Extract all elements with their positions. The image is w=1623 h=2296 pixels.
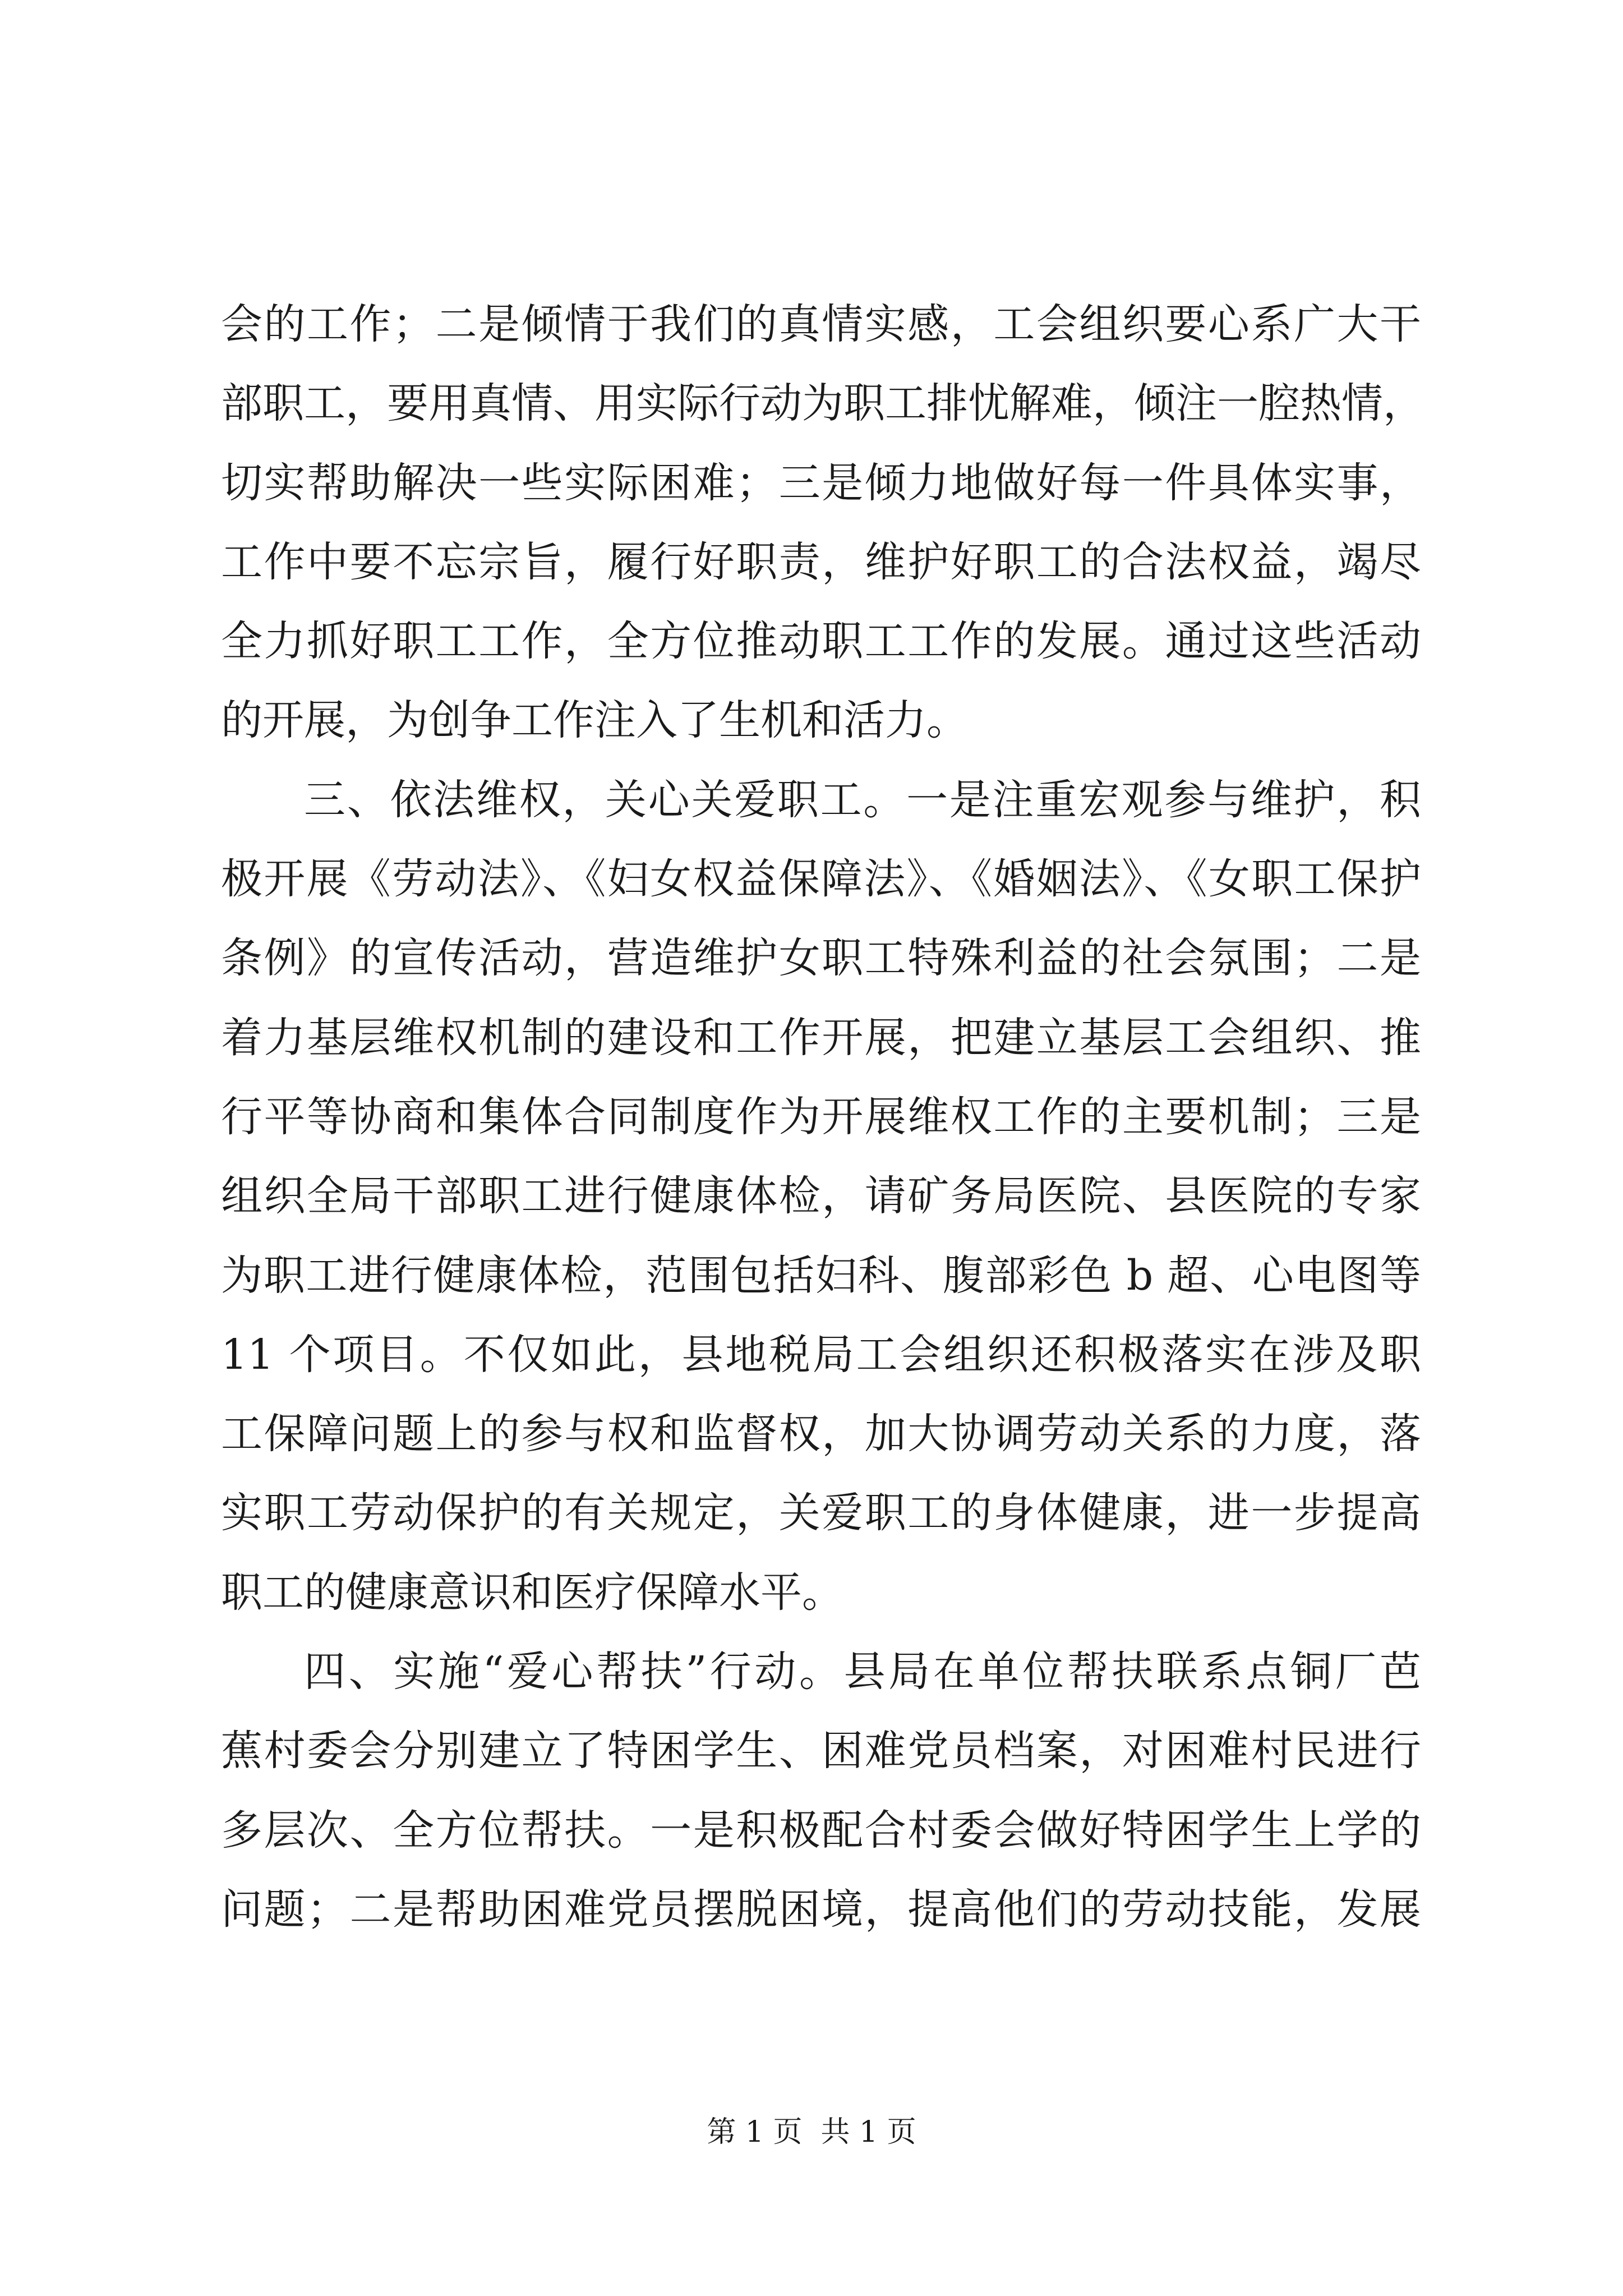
text-line-11: 行平等协商和集体合同制度作为开展维权工作的主要机制；三是 (221, 1092, 1421, 1141)
text-line-4: 工作中要不忘宗旨，履行好职责，维护好职工的合法权益，竭尽 (221, 537, 1421, 586)
text-line-1: 会的工作；二是倾情于我们的真情实感，工会组织要心系广大干 (221, 300, 1421, 348)
text-line-13: 为职工进行健康体检，范围包括妇科、腹部彩色 b 超、心电图等 (221, 1251, 1421, 1300)
text-line-18: 四、实施“爱心帮扶”行动。县局在单位帮扶联系点铜厂芭 (304, 1648, 1421, 1696)
text-line-7: 三、依法维权，关心关爱职工。一是注重宏观参与维护，积 (304, 775, 1421, 824)
text-line-17: 职工的健康意识和医疗保障水平。 (221, 1568, 843, 1617)
text-line-6: 的开展，为创争工作注入了生机和活力。 (221, 696, 968, 745)
text-line-21: 问题；二是帮助困难党员摆脱困境，提高他们的劳动技能，发展 (221, 1885, 1421, 1934)
text-line-3: 切实帮助解决一些实际困难；三是倾力地做好每一件具体实事， (221, 458, 1421, 507)
text-line-14: 11 个项目。不仅如此，县地税局工会组织还积极落实在涉及职 (221, 1330, 1421, 1379)
text-line-5: 全力抓好职工工作，全方位推动职工工作的发展。通过这些活动 (221, 617, 1421, 666)
text-line-12: 组织全局干部职工进行健康体检，请矿务局医院、县医院的专家 (221, 1172, 1421, 1221)
text-line-15: 工保障问题上的参与权和监督权，加大协调劳动关系的力度，落 (221, 1410, 1421, 1458)
text-line-19: 蕉村委会分别建立了特困学生、困难党员档案，对困难村民进行 (221, 1727, 1421, 1775)
text-line-16: 实职工劳动保护的有关规定，关爱职工的身体健康，进一步提高 (221, 1489, 1421, 1538)
text-line-8: 极开展《劳动法》、《妇女权益保障法》、《婚姻法》、《女职工保护 (221, 855, 1421, 904)
document-body (221, 285, 1424, 1949)
text-line-10: 着力基层维权机制的建设和工作开展，把建立基层工会组织、推 (221, 1013, 1421, 1062)
page-footer: 第 1 页 共 1 页 (707, 2115, 916, 2149)
text-line-9: 条例》的宣传活动，营造维护女职工特殊利益的社会氛围；二是 (221, 934, 1421, 983)
text-line-20: 多层次、全方位帮扶。一是积极配合村委会做好特困学生上学的 (221, 1806, 1421, 1855)
text-line-2: 部职工，要用真情、用实际行动为职工排忧解难，倾注一腔热情， (221, 379, 1424, 428)
